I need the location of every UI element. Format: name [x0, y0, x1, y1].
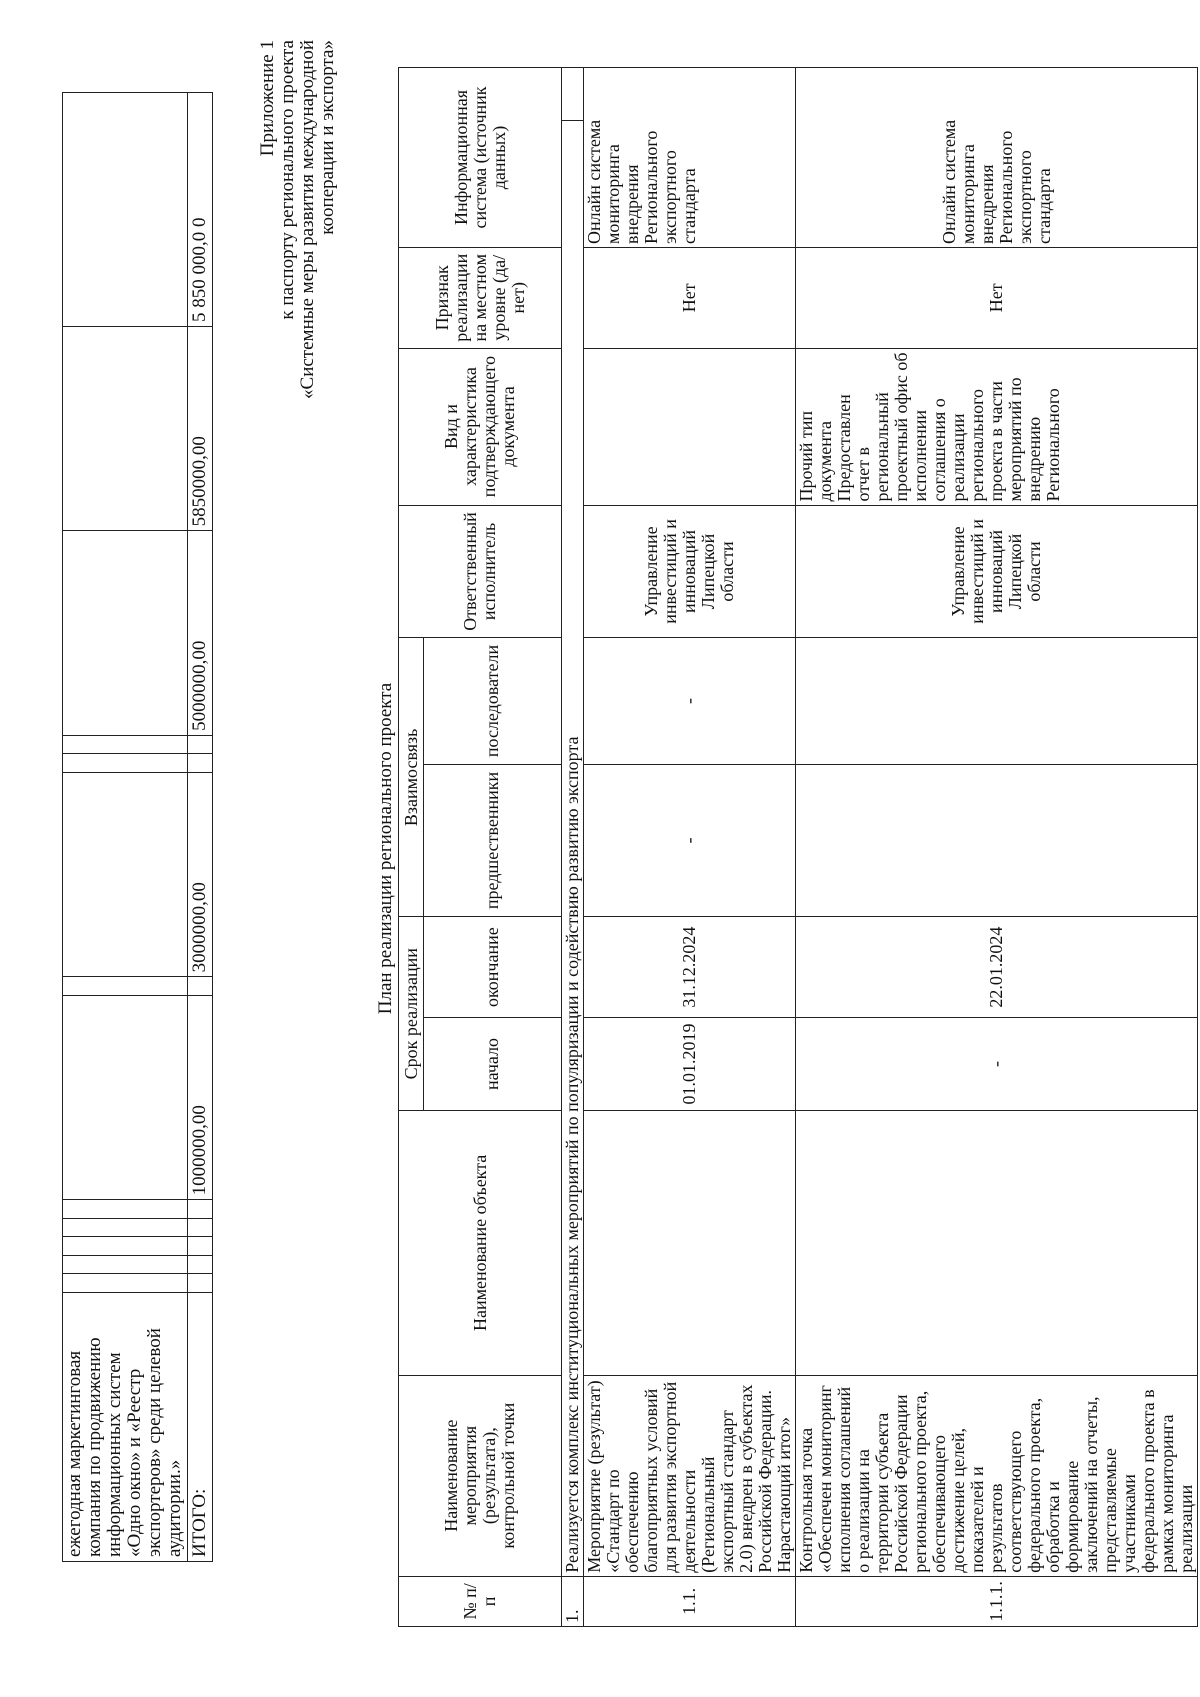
table-cell [63, 1218, 188, 1237]
col-header-object: Наименование объекта [399, 1111, 562, 1376]
table-cell [63, 735, 188, 754]
appendix-line: «Системные меры развития международной [297, 40, 318, 399]
appendix-line: к паспорту регионального проекта [277, 40, 298, 320]
row-num: 1.1.1. [796, 1576, 1198, 1626]
table-cell [63, 1200, 188, 1219]
row-object [584, 1111, 796, 1376]
col-header-num: № п/п [399, 1576, 562, 1626]
plan-table [398, 67, 1198, 1627]
table-cell [188, 1255, 213, 1274]
table-cell [63, 326, 188, 530]
table-cell [188, 1218, 213, 1237]
col-header-info: Информационная система (источник данных) [399, 68, 562, 248]
table-cell [188, 735, 213, 754]
col-header-relation: Взаимосвязь [399, 638, 424, 917]
table-cell [63, 1274, 188, 1293]
event-name-cell: ежегодная маркетинговая компания по продвижению информационных систем «Одно окно» и «Реестр экспортеров» среди целевой аудитории.» [63, 1293, 188, 1562]
row-start: - [796, 1017, 1198, 1110]
row-end: 31.12.2024 [584, 917, 796, 1018]
table-cell [63, 1255, 188, 1274]
col-header-pred: предшественники [424, 764, 562, 917]
row-resp: Управление инвестиций и инноваций Липецкой области [796, 505, 1198, 638]
table-cell [63, 772, 188, 976]
total-value: 1000000,00 [188, 995, 213, 1199]
table-row [63, 93, 188, 1562]
table-cell [188, 754, 213, 773]
table-cell [63, 754, 188, 773]
table-row-total [188, 93, 213, 1562]
row-local: Нет [584, 248, 796, 349]
plan-title: План реализации регионального проекта [375, 682, 396, 1015]
table-cell [63, 531, 188, 735]
total-value: 5 850 000,0 0 [188, 93, 213, 327]
appendix-line: кооперации и экспорта» [317, 40, 338, 235]
col-header-event: Наименование мероприятия (результата), контрольной точки [399, 1375, 562, 1576]
row-doc: Прочий тип документа Предоставлен отчет в региональный проектный офис об исполнении соглашения о реализации регионального проекта в части мероприятий по внедрению Регионального [796, 348, 1198, 505]
row-start: 01.01.2019 [584, 1017, 796, 1110]
row-object [796, 1111, 1198, 1376]
total-value: 3000000,00 [188, 772, 213, 976]
section-num: 1. [562, 1576, 584, 1626]
table-row [584, 68, 796, 1627]
row-end: 22.01.2024 [796, 917, 1198, 1018]
row-num: 1.1. [584, 1576, 796, 1626]
col-header-doc: Вид и характеристика подтверждающего документа [399, 348, 562, 505]
section-row [562, 68, 584, 1627]
col-header-local: Признак реализации на местном уровне (да/нет) [399, 248, 562, 349]
table-row [796, 68, 1198, 1627]
row-doc [584, 348, 796, 505]
row-info: Онлайн система мониторинга внедрения Регионального экспортного стандарта [796, 68, 1198, 248]
appendix-note [258, 40, 338, 560]
table-cell [188, 1237, 213, 1256]
row-succ: - [584, 638, 796, 764]
row-pred: - [584, 764, 796, 917]
row-resp: Управление инвестиций и инноваций Липецкой области [584, 505, 796, 638]
row-info: Онлайн система мониторинга внедрения Регионального экспортного стандарта [584, 68, 796, 248]
table-cell [562, 68, 584, 121]
total-value: 5850000,00 [188, 326, 213, 530]
table-cell [63, 93, 188, 327]
col-header-start: начало [424, 1017, 562, 1110]
section-text: Реализуется комплекс институциональных мероприятий по популяризации и содействию развитию экспорта [562, 121, 584, 1577]
row-pred [796, 764, 1198, 917]
budget-table [62, 92, 213, 1562]
appendix-line: Приложение 1 [257, 40, 278, 157]
col-header-end: окончание [424, 917, 562, 1018]
total-value: 5000000,00 [188, 531, 213, 735]
table-cell [188, 1200, 213, 1219]
table-cell [188, 977, 213, 996]
row-event: Мероприятие (результат) «Стандарт по обеспечению благоприятных условий для развития экспортной деятельности (Региональный экспортный стандарт 2.0) внедрен в субъектах Российской Федерации. Нарастающий итог» [584, 1375, 796, 1576]
col-header-period: Срок реализации [399, 917, 424, 1111]
row-event: Контрольная точка «Обеспечен мониторинг исполнения соглашений о реализации на территории субъекта Российской Федерации регионального проекта, обеспечивающего достижение целей, показателей и результатов соответствующего федерального проекта, обработка и формирование заключений на отчеты, представляемые участниками федерального проекта в рамках мониторинга реализации [796, 1375, 1198, 1576]
col-header-resp: Ответственный исполнитель [399, 505, 562, 638]
header-row [399, 68, 424, 1627]
total-label: ИТОГО: [188, 1293, 213, 1562]
row-succ [796, 638, 1198, 764]
col-header-succ: последователи [424, 638, 562, 764]
table-cell [188, 1274, 213, 1293]
table-cell [63, 1237, 188, 1256]
table-cell [63, 995, 188, 1199]
table-cell [63, 977, 188, 996]
row-local: Нет [796, 248, 1198, 349]
